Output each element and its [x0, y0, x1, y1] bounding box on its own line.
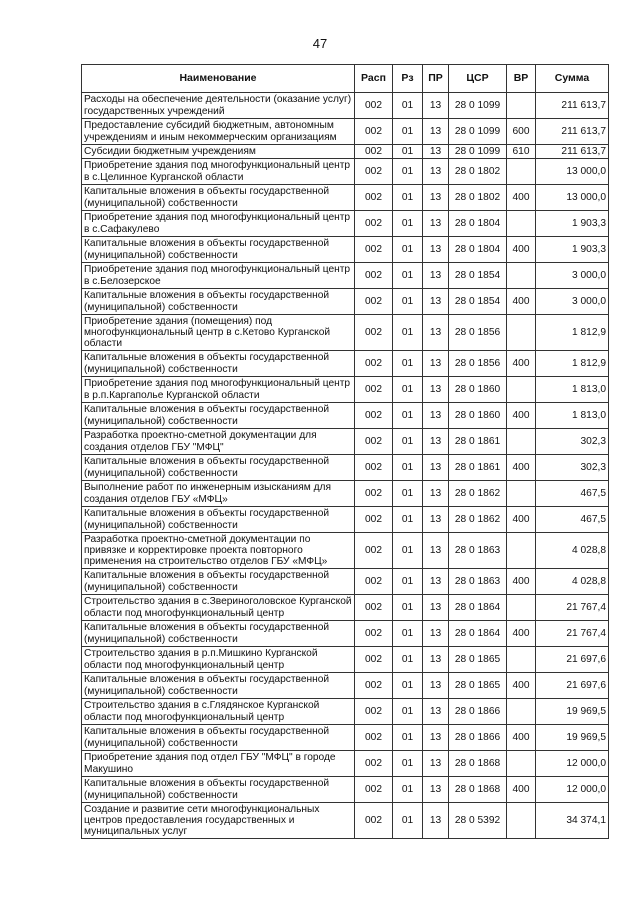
row-name: Выполнение работ по инженерным изысканиям для создания отделов ГБУ «МФЦ» [82, 481, 355, 507]
row-name: Разработка проектно-сметной документации для создания отделов ГБУ "МФЦ" [82, 429, 355, 455]
row-name: Капитальные вложения в объекты государственной (муниципальной) собственности [82, 237, 355, 263]
row-name: Капитальные вложения в объекты государственной (муниципальной) собственности [82, 673, 355, 699]
row-rz: 01 [393, 377, 423, 403]
row-pr: 13 [423, 595, 449, 621]
row-rasp: 002 [355, 429, 393, 455]
row-rasp: 002 [355, 751, 393, 777]
row-csr: 28 0 1863 [449, 533, 507, 569]
row-name: Приобретение здания под отдел ГБУ "МФЦ" в городе Макушино [82, 751, 355, 777]
row-sum: 4 028,8 [536, 533, 609, 569]
row-sum: 1 903,3 [536, 237, 609, 263]
row-rz: 01 [393, 263, 423, 289]
row-sum: 19 969,5 [536, 699, 609, 725]
row-sum: 19 969,5 [536, 725, 609, 751]
row-vr: 400 [507, 621, 536, 647]
row-rz: 01 [393, 533, 423, 569]
row-name: Капитальные вложения в объекты государственной (муниципальной) собственности [82, 621, 355, 647]
row-name: Капитальные вложения в объекты государственной (муниципальной) собственности [82, 725, 355, 751]
table-row [82, 699, 609, 725]
row-rz: 01 [393, 751, 423, 777]
row-sum: 1 812,9 [536, 315, 609, 351]
row-sum: 1 813,0 [536, 403, 609, 429]
row-sum: 21 767,4 [536, 595, 609, 621]
row-vr [507, 533, 536, 569]
row-csr: 28 0 1802 [449, 185, 507, 211]
row-sum: 21 767,4 [536, 621, 609, 647]
row-csr: 28 0 1866 [449, 699, 507, 725]
row-pr: 13 [423, 263, 449, 289]
row-rasp: 002 [355, 93, 393, 119]
row-csr: 28 0 1856 [449, 351, 507, 377]
row-rz: 01 [393, 289, 423, 315]
table-row [82, 185, 609, 211]
row-sum: 34 374,1 [536, 803, 609, 839]
row-pr: 13 [423, 569, 449, 595]
row-pr: 13 [423, 429, 449, 455]
row-pr: 13 [423, 93, 449, 119]
row-rz: 01 [393, 699, 423, 725]
table-row [82, 507, 609, 533]
row-rasp: 002 [355, 119, 393, 145]
row-pr: 13 [423, 289, 449, 315]
row-rz: 01 [393, 595, 423, 621]
row-rasp: 002 [355, 237, 393, 263]
row-rasp: 002 [355, 455, 393, 481]
row-vr: 400 [507, 569, 536, 595]
row-vr: 400 [507, 673, 536, 699]
row-csr: 28 0 5392 [449, 803, 507, 839]
row-vr [507, 211, 536, 237]
row-name: Предоставление субсидий бюджетным, автономным учреждениям и иным некоммерческим организациям [82, 119, 355, 145]
row-vr [507, 377, 536, 403]
row-csr: 28 0 1865 [449, 673, 507, 699]
row-rasp: 002 [355, 507, 393, 533]
table-row [82, 159, 609, 185]
row-csr: 28 0 1099 [449, 93, 507, 119]
table-row [82, 315, 609, 351]
row-csr: 28 0 1861 [449, 429, 507, 455]
table-row [82, 211, 609, 237]
row-sum: 211 613,7 [536, 93, 609, 119]
row-pr: 13 [423, 621, 449, 647]
row-rz: 01 [393, 777, 423, 803]
row-rz: 01 [393, 569, 423, 595]
row-name: Капитальные вложения в объекты государственной (муниципальной) собственности [82, 569, 355, 595]
row-vr: 400 [507, 237, 536, 263]
table-row [82, 569, 609, 595]
row-csr: 28 0 1802 [449, 159, 507, 185]
table-row [82, 647, 609, 673]
row-vr: 610 [507, 145, 536, 159]
row-rz: 01 [393, 159, 423, 185]
table-row [82, 263, 609, 289]
row-pr: 13 [423, 673, 449, 699]
row-sum: 211 613,7 [536, 119, 609, 145]
column-header-sum: Сумма [536, 65, 609, 93]
row-rz: 01 [393, 455, 423, 481]
table-row [82, 289, 609, 315]
column-header-pr: ПР [423, 65, 449, 93]
row-vr: 400 [507, 351, 536, 377]
table-row [82, 351, 609, 377]
row-vr: 400 [507, 725, 536, 751]
row-csr: 28 0 1804 [449, 211, 507, 237]
row-name: Приобретение здания (помещения) под многофункциональный центр в с.Кетово Курганской области [82, 315, 355, 351]
row-rasp: 002 [355, 377, 393, 403]
column-header-vr: ВР [507, 65, 536, 93]
row-name: Создание и развитие сети многофункциональных центров предоставления государственных и муниципальных услуг [82, 803, 355, 839]
row-csr: 28 0 1854 [449, 263, 507, 289]
row-csr: 28 0 1862 [449, 481, 507, 507]
row-rasp: 002 [355, 803, 393, 839]
row-sum: 13 000,0 [536, 185, 609, 211]
row-csr: 28 0 1863 [449, 569, 507, 595]
row-pr: 13 [423, 507, 449, 533]
row-vr [507, 93, 536, 119]
table-row [82, 377, 609, 403]
row-name: Строительство здания в с.Глядянское Курганской области под многофункциональный центр [82, 699, 355, 725]
row-rz: 01 [393, 673, 423, 699]
table-row [82, 119, 609, 145]
table-row [82, 725, 609, 751]
row-vr [507, 595, 536, 621]
row-rasp: 002 [355, 777, 393, 803]
row-vr [507, 315, 536, 351]
row-pr: 13 [423, 315, 449, 351]
row-rasp: 002 [355, 595, 393, 621]
table-row [82, 777, 609, 803]
row-sum: 21 697,6 [536, 673, 609, 699]
table-row [82, 533, 609, 569]
row-rz: 01 [393, 315, 423, 351]
row-sum: 1 812,9 [536, 351, 609, 377]
row-sum: 1 903,3 [536, 211, 609, 237]
table-row [82, 803, 609, 839]
page-number: 47 [312, 36, 328, 51]
row-name: Капитальные вложения в объекты государственной (муниципальной) собственности [82, 185, 355, 211]
row-csr: 28 0 1804 [449, 237, 507, 263]
table-row [82, 93, 609, 119]
row-pr: 13 [423, 159, 449, 185]
row-vr [507, 751, 536, 777]
row-pr: 13 [423, 119, 449, 145]
row-name: Капитальные вложения в объекты государственной (муниципальной) собственности [82, 289, 355, 315]
row-pr: 13 [423, 803, 449, 839]
row-vr: 600 [507, 119, 536, 145]
table-row [82, 751, 609, 777]
row-rz: 01 [393, 185, 423, 211]
row-name: Приобретение здания под многофункциональный центр в с.Целинное Курганской области [82, 159, 355, 185]
row-rasp: 002 [355, 315, 393, 351]
row-sum: 3 000,0 [536, 289, 609, 315]
table-row [82, 237, 609, 263]
row-pr: 13 [423, 699, 449, 725]
row-rasp: 002 [355, 289, 393, 315]
table-row [82, 403, 609, 429]
row-pr: 13 [423, 211, 449, 237]
row-vr: 400 [507, 777, 536, 803]
row-vr: 400 [507, 403, 536, 429]
row-rz: 01 [393, 803, 423, 839]
row-name: Строительство здания в с.Звериноголовское Курганской области под многофункциональный центр [82, 595, 355, 621]
row-rz: 01 [393, 429, 423, 455]
row-sum: 467,5 [536, 481, 609, 507]
table-row [82, 621, 609, 647]
row-rasp: 002 [355, 673, 393, 699]
row-rasp: 002 [355, 481, 393, 507]
row-pr: 13 [423, 533, 449, 569]
row-name: Капитальные вложения в объекты государственной (муниципальной) собственности [82, 507, 355, 533]
row-name: Капитальные вложения в объекты государственной (муниципальной) собственности [82, 455, 355, 481]
row-vr [507, 699, 536, 725]
row-name: Субсидии бюджетным учреждениям [82, 145, 355, 159]
row-name: Расходы на обеспечение деятельности (оказание услуг) государственных учреждений [82, 93, 355, 119]
table-row [82, 481, 609, 507]
row-pr: 13 [423, 481, 449, 507]
row-rz: 01 [393, 403, 423, 429]
row-csr: 28 0 1856 [449, 315, 507, 351]
row-name: Приобретение здания под многофункциональный центр в с.Белозерское [82, 263, 355, 289]
row-rz: 01 [393, 145, 423, 159]
column-header-rasp: Расп [355, 65, 393, 93]
row-rz: 01 [393, 93, 423, 119]
row-csr: 28 0 1864 [449, 621, 507, 647]
row-rasp: 002 [355, 211, 393, 237]
row-rasp: 002 [355, 621, 393, 647]
row-pr: 13 [423, 403, 449, 429]
row-rasp: 002 [355, 145, 393, 159]
row-rz: 01 [393, 507, 423, 533]
row-vr [507, 429, 536, 455]
row-rz: 01 [393, 621, 423, 647]
column-header-name: Наименование [82, 65, 355, 93]
row-pr: 13 [423, 647, 449, 673]
row-sum: 13 000,0 [536, 159, 609, 185]
row-rz: 01 [393, 119, 423, 145]
row-sum: 4 028,8 [536, 569, 609, 595]
row-rz: 01 [393, 647, 423, 673]
row-sum: 467,5 [536, 507, 609, 533]
row-vr [507, 481, 536, 507]
row-pr: 13 [423, 777, 449, 803]
table-row [82, 145, 609, 159]
row-vr [507, 803, 536, 839]
table-row [82, 429, 609, 455]
table-row [82, 673, 609, 699]
row-name: Капитальные вложения в объекты государственной (муниципальной) собственности [82, 403, 355, 429]
row-pr: 13 [423, 237, 449, 263]
row-vr [507, 263, 536, 289]
row-csr: 28 0 1860 [449, 377, 507, 403]
row-sum: 3 000,0 [536, 263, 609, 289]
row-vr [507, 647, 536, 673]
row-csr: 28 0 1861 [449, 455, 507, 481]
row-name: Приобретение здания под многофункциональный центр в с.Сафакулево [82, 211, 355, 237]
row-rasp: 002 [355, 569, 393, 595]
row-sum: 21 697,6 [536, 647, 609, 673]
row-pr: 13 [423, 455, 449, 481]
row-sum: 302,3 [536, 429, 609, 455]
row-sum: 1 813,0 [536, 377, 609, 403]
row-name: Разработка проектно-сметной документации по привязке и корректировке проекта повторного применения на строительство отделов ГБУ «МФЦ» [82, 533, 355, 569]
table-row [82, 595, 609, 621]
row-rasp: 002 [355, 647, 393, 673]
row-sum: 302,3 [536, 455, 609, 481]
row-rasp: 002 [355, 351, 393, 377]
row-name: Капитальные вложения в объекты государственной (муниципальной) собственности [82, 351, 355, 377]
row-rz: 01 [393, 211, 423, 237]
row-sum: 211 613,7 [536, 145, 609, 159]
row-rasp: 002 [355, 533, 393, 569]
row-sum: 12 000,0 [536, 751, 609, 777]
row-rasp: 002 [355, 725, 393, 751]
row-csr: 28 0 1864 [449, 595, 507, 621]
row-name: Строительство здания в р.п.Мишкино Курганской области под многофункциональный центр [82, 647, 355, 673]
row-name: Капитальные вложения в объекты государственной (муниципальной) собственности [82, 777, 355, 803]
row-rasp: 002 [355, 159, 393, 185]
row-csr: 28 0 1860 [449, 403, 507, 429]
row-pr: 13 [423, 751, 449, 777]
row-rasp: 002 [355, 699, 393, 725]
row-csr: 28 0 1868 [449, 777, 507, 803]
row-rasp: 002 [355, 185, 393, 211]
row-csr: 28 0 1854 [449, 289, 507, 315]
row-vr [507, 159, 536, 185]
row-vr: 400 [507, 185, 536, 211]
row-csr: 28 0 1866 [449, 725, 507, 751]
table-header-row [82, 65, 609, 93]
column-header-csr: ЦСР [449, 65, 507, 93]
row-rz: 01 [393, 237, 423, 263]
row-rasp: 002 [355, 263, 393, 289]
budget-table [81, 64, 609, 839]
row-csr: 28 0 1868 [449, 751, 507, 777]
row-pr: 13 [423, 351, 449, 377]
row-csr: 28 0 1862 [449, 507, 507, 533]
row-rasp: 002 [355, 403, 393, 429]
row-pr: 13 [423, 185, 449, 211]
row-pr: 13 [423, 145, 449, 159]
column-header-rz: Рз [393, 65, 423, 93]
row-vr: 400 [507, 507, 536, 533]
row-sum: 12 000,0 [536, 777, 609, 803]
row-rz: 01 [393, 481, 423, 507]
row-name: Приобретение здания под многофункциональный центр в р.п.Каргаполье Курганской области [82, 377, 355, 403]
row-csr: 28 0 1865 [449, 647, 507, 673]
table-row [82, 455, 609, 481]
row-vr: 400 [507, 455, 536, 481]
row-csr: 28 0 1099 [449, 119, 507, 145]
row-csr: 28 0 1099 [449, 145, 507, 159]
row-vr: 400 [507, 289, 536, 315]
row-pr: 13 [423, 725, 449, 751]
row-rz: 01 [393, 725, 423, 751]
row-pr: 13 [423, 377, 449, 403]
row-rz: 01 [393, 351, 423, 377]
